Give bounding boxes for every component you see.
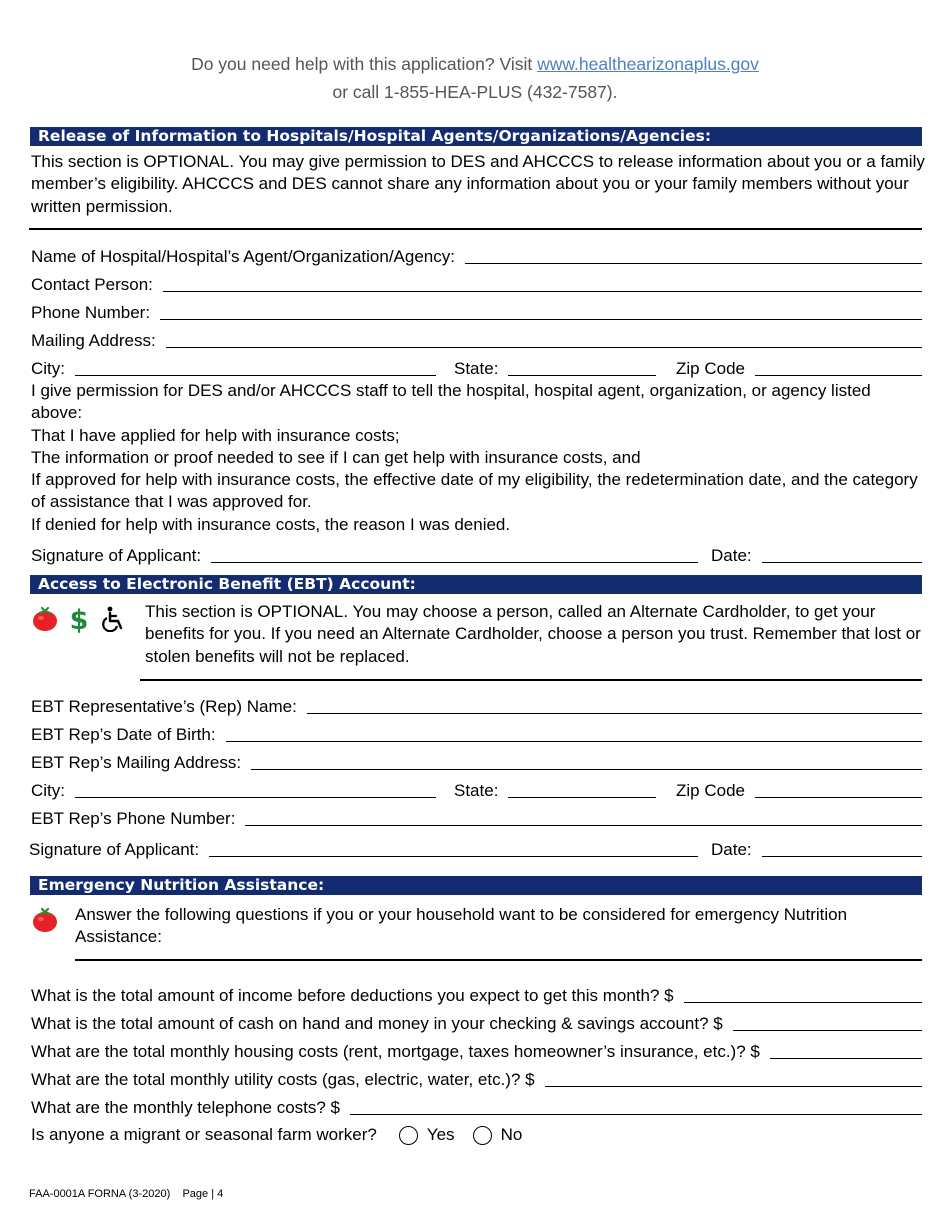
org-name-label: Name of Hospital/Hospital’s Agent/Organization/Agency: (31, 247, 455, 266)
mailing-address-field[interactable] (31, 331, 922, 351)
page-footer: FAA-0001A FORNA (3-2020) Page | 4 (29, 1188, 224, 1200)
nutrition-section-header: Emergency Nutrition Assistance: (30, 876, 922, 895)
ebt-zip-code-field[interactable] (676, 781, 922, 801)
ebt-rep-phone-field[interactable] (31, 809, 922, 829)
cash-question-field[interactable] (31, 1014, 922, 1034)
divider (29, 228, 922, 230)
yes-option[interactable] (399, 1125, 455, 1145)
utility-question-label: What are the total monthly utility costs (gas, electric, water, etc.)? $ (31, 1070, 535, 1089)
ebt-rep-dob-label: EBT Rep’s Date of Birth: (31, 725, 216, 744)
no-option[interactable] (473, 1125, 523, 1145)
ebt-date-field[interactable] (711, 840, 922, 860)
help-website-link[interactable]: www.healthearizonaplus.gov (537, 54, 759, 74)
yes-radio[interactable] (399, 1126, 418, 1145)
ebt-rep-mailing-label: EBT Rep’s Mailing Address: (31, 753, 242, 772)
divider (75, 959, 922, 961)
release-signature-field[interactable] (31, 546, 698, 566)
signature-label: Signature of Applicant: (31, 546, 202, 565)
ebt-rep-mailing-field[interactable] (31, 753, 922, 773)
housing-question-label: What are the total monthly housing costs (rent, mortgage, taxes homeowner’s insurance, etc.)? $ (31, 1042, 760, 1061)
ebt-signature-field[interactable] (29, 840, 698, 860)
telephone-question-label: What are the monthly telephone costs? $ (31, 1098, 341, 1117)
income-question-field[interactable] (31, 986, 922, 1006)
state-label: State: (454, 781, 499, 800)
city-field[interactable] (31, 359, 436, 379)
housing-question-field[interactable] (31, 1042, 922, 1062)
cash-question-label: What is the total amount of cash on hand and money in your checking & savings account? $ (31, 1014, 723, 1033)
nutrition-intro: Answer the following questions if you or your household want to be considered for emergency Nutrition Assistance: (75, 905, 848, 947)
state-label: State: (454, 359, 499, 378)
mailing-address-label: Mailing Address: (31, 331, 156, 350)
ebt-city-field[interactable] (31, 781, 436, 801)
tomato-icon (31, 606, 59, 632)
release-section-header: Release of Information to Hospitals/Hospital Agents/Organizations/Agencies: (30, 127, 922, 146)
permission-line: That I have applied for help with insurance costs; (31, 425, 400, 445)
ebt-rep-name-field[interactable] (31, 697, 922, 717)
utility-question-field[interactable] (31, 1070, 922, 1090)
migrant-question-label: Is anyone a migrant or seasonal farm worker? (31, 1125, 377, 1144)
help-phone: or call 1-855-HEA-PLUS (432-7587). (332, 82, 618, 102)
date-label: Date: (711, 840, 752, 859)
migrant-question (31, 1125, 522, 1145)
release-date-field[interactable] (711, 546, 922, 566)
org-name-field[interactable] (31, 247, 922, 267)
ebt-intro: This section is OPTIONAL. You may choose a person, called an Alternate Cardholder, to get your benefits for you. If you need an Alternate Cardholder, choose a person you trust. Remember that lost or stolen benefits will not be replaced. (145, 602, 921, 666)
contact-person-label: Contact Person: (31, 275, 153, 294)
ebt-section-header: Access to Electronic Benefit (EBT) Account: (30, 575, 922, 594)
phone-number-field[interactable] (31, 303, 922, 323)
ebt-state-field[interactable] (454, 781, 656, 801)
no-label: No (500, 1125, 523, 1144)
income-question-label: What is the total amount of income before deductions you expect to get this month? $ (31, 986, 674, 1005)
permission-line: If denied for help with insurance costs, the reason I was denied. (31, 514, 511, 534)
date-label: Date: (711, 546, 752, 565)
contact-person-field[interactable] (31, 275, 922, 295)
help-line-1 (0, 53, 950, 76)
ebt-rep-phone-label: EBT Rep’s Phone Number: (31, 809, 236, 828)
yes-label: Yes (426, 1125, 455, 1144)
permission-statement (31, 380, 926, 536)
release-intro: This section is OPTIONAL. You may give permission to DES and AHCCCS to release information about you or a family member’s eligibility. AHCCCS and DES cannot share any information about you or your family members without your written permission. (31, 152, 925, 216)
signature-label: Signature of Applicant: (29, 840, 200, 859)
divider (140, 679, 922, 681)
permission-line: The information or proof needed to see if I can get help with insurance costs, and (31, 447, 641, 467)
wheelchair-icon (100, 606, 126, 632)
tomato-icon (31, 907, 59, 933)
no-radio[interactable] (473, 1126, 492, 1145)
permission-line: I give permission for DES and/or AHCCCS staff to tell the hospital, hospital agent, organization, or agency listed above: (31, 381, 871, 423)
city-label: City: (31, 359, 65, 378)
permission-line: If approved for help with insurance costs, the effective date of my eligibility, the redetermination date, and the category of assistance that I was approved for. (31, 470, 918, 512)
ebt-rep-dob-field[interactable] (31, 725, 922, 745)
zip-code-label: Zip Code (676, 359, 745, 378)
zip-code-field[interactable] (676, 359, 922, 379)
zip-code-label: Zip Code (676, 781, 745, 800)
telephone-question-field[interactable] (31, 1098, 922, 1118)
city-label: City: (31, 781, 65, 800)
svg-text:$: $ (69, 605, 89, 634)
dollar-icon (68, 604, 90, 634)
ebt-rep-name-label: EBT Representative’s (Rep) Name: (31, 697, 297, 716)
phone-number-label: Phone Number: (31, 303, 151, 322)
state-field[interactable] (454, 359, 656, 379)
help-text: Do you need help with this application? Visit (191, 54, 538, 74)
